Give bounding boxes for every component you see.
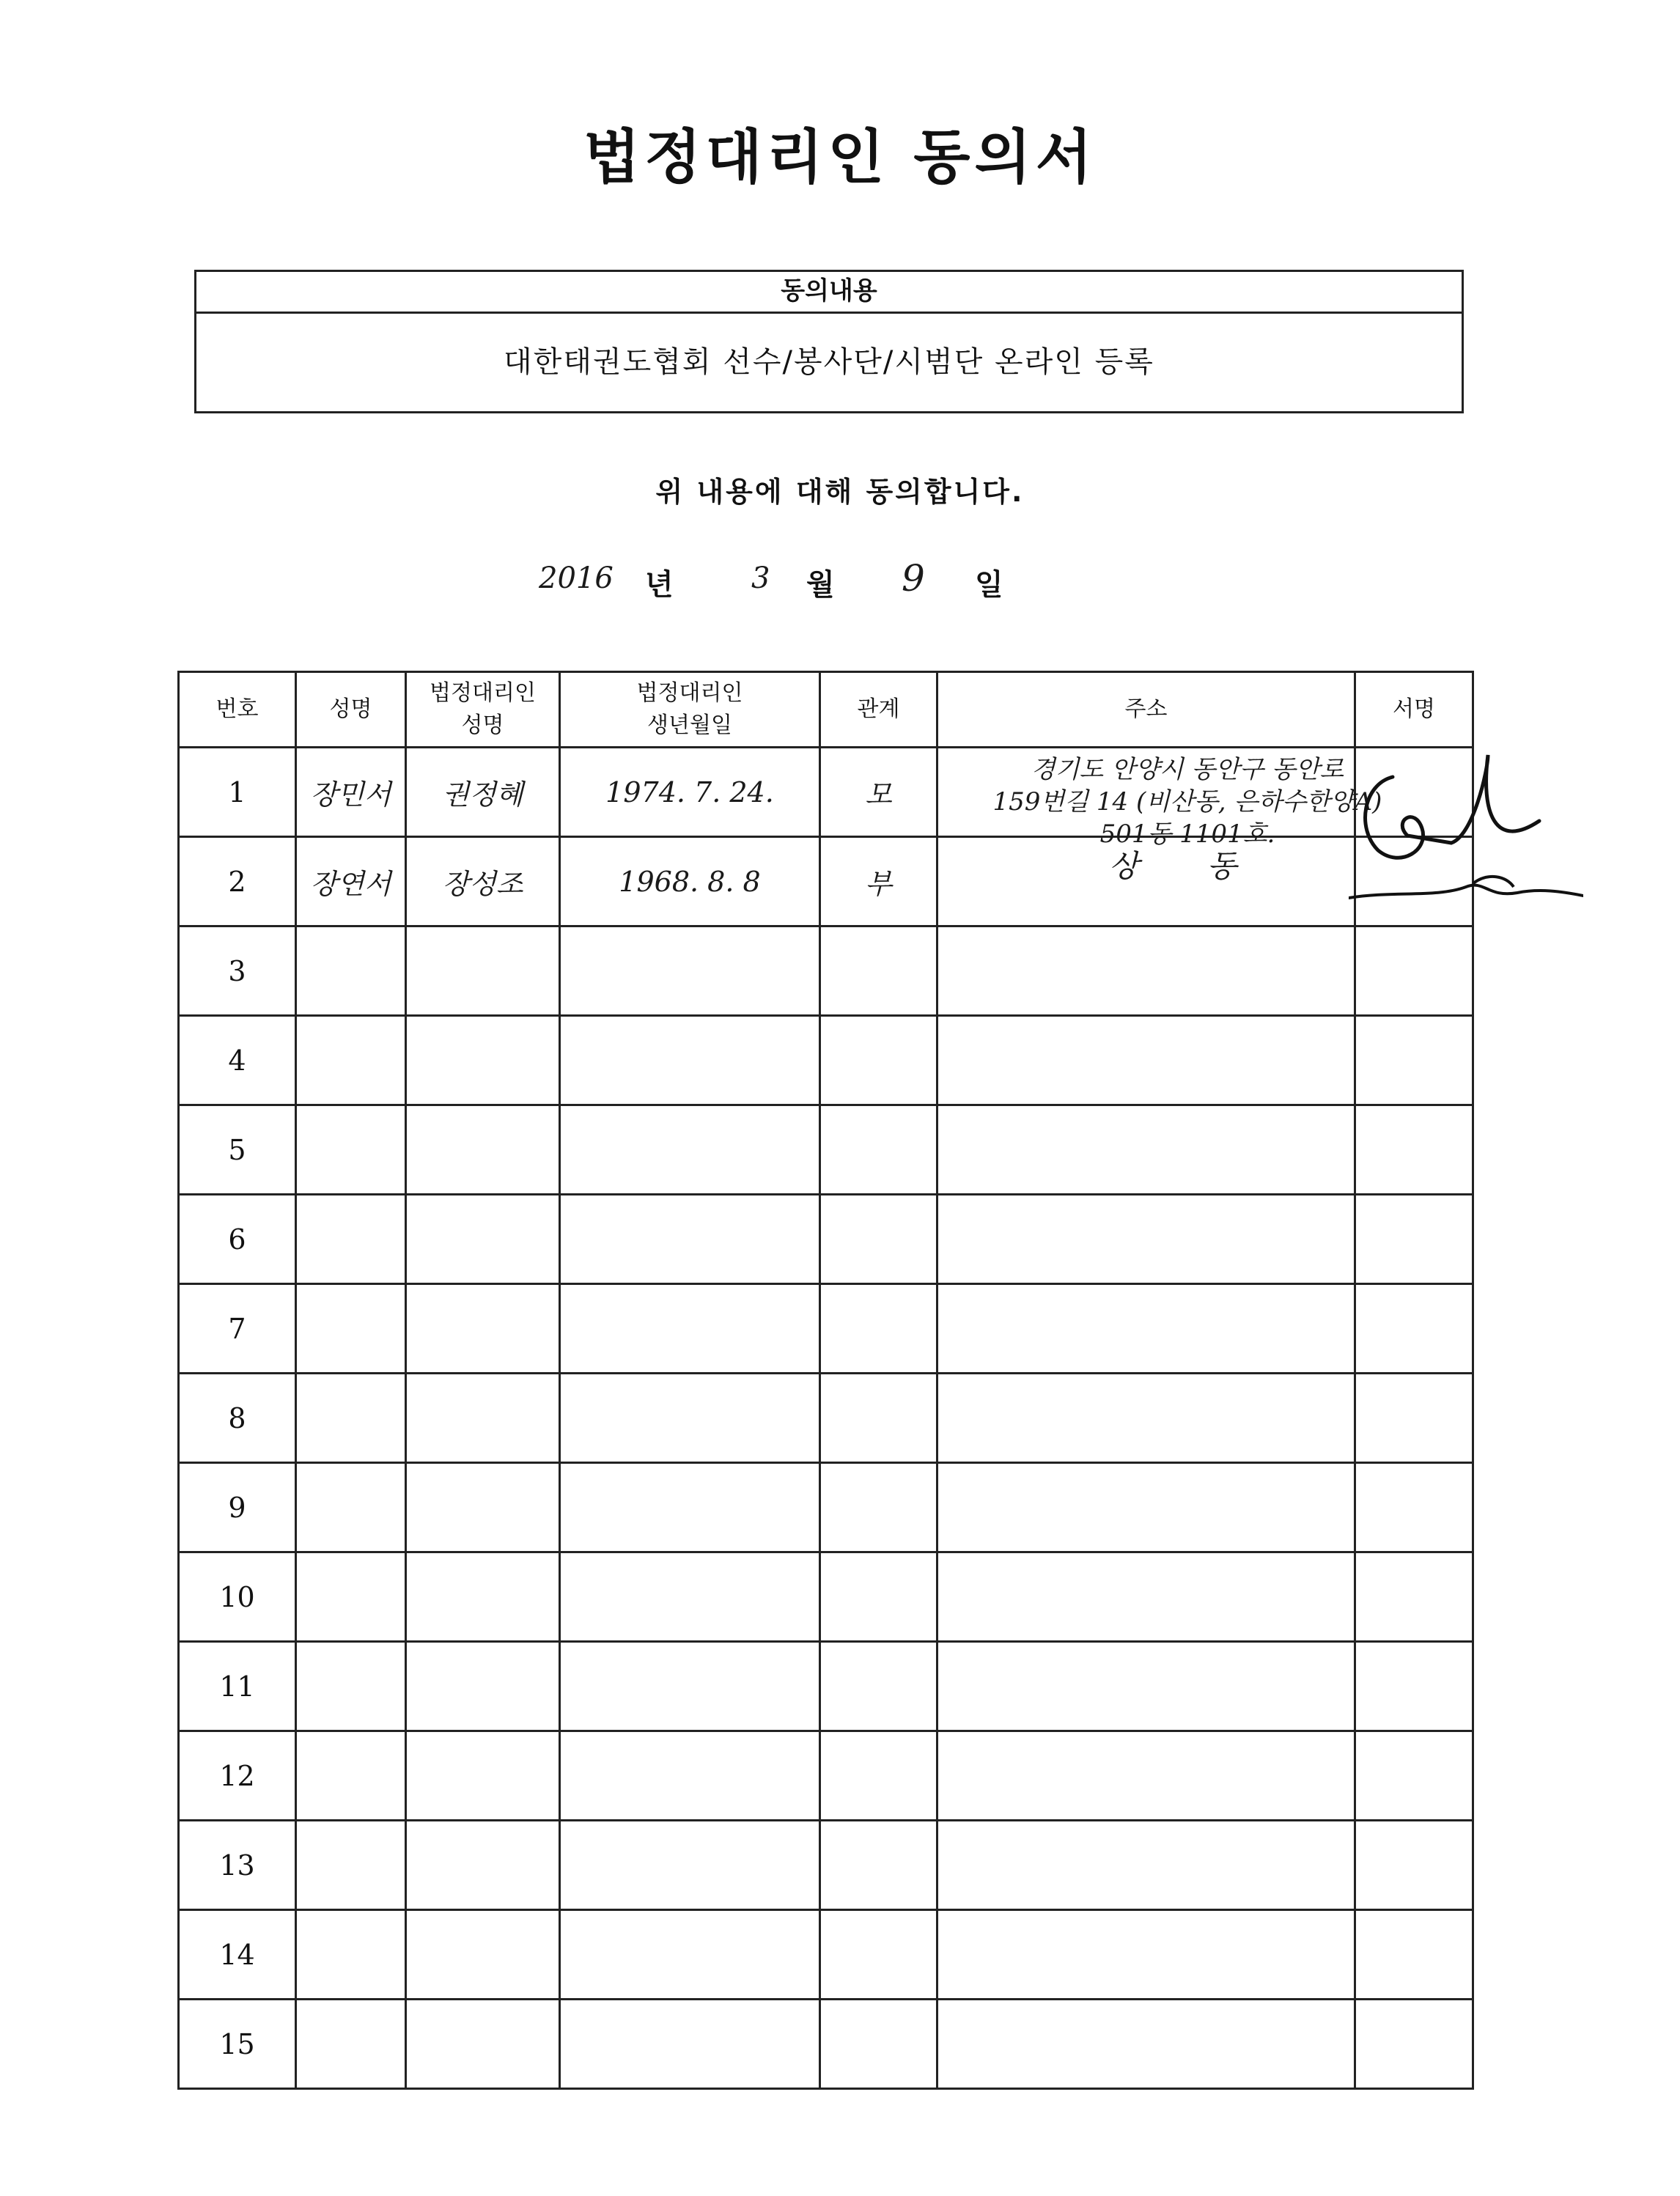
header-guardian-name-line2: 성명 (461, 712, 504, 738)
row-signature (1355, 1463, 1473, 1552)
row-address (937, 1731, 1355, 1821)
agreement-statement: 위 내용에 대해 동의합니다. (655, 476, 1025, 508)
row-signature (1355, 1016, 1473, 1105)
row-relation (820, 2000, 937, 2089)
row-relation (820, 1910, 937, 2000)
handwritten-signature (1349, 726, 1583, 938)
row-relation (820, 1195, 937, 1284)
row-guardian-birth: 1974. 7. 24. (560, 748, 820, 837)
table-row (179, 2000, 1473, 2089)
row-guardian-birth (560, 1910, 820, 2000)
row-relation (820, 926, 937, 1016)
row-relation (820, 1463, 937, 1552)
row-guardian-name (406, 1642, 560, 1731)
header-guardian-name (406, 672, 560, 748)
row-signature (1355, 1821, 1473, 1910)
row-relation (820, 1105, 937, 1195)
row-name (296, 1731, 406, 1821)
row-guardian-name (406, 1463, 560, 1552)
date-month-label: 월 (806, 568, 835, 602)
row-address (937, 1016, 1355, 1105)
document-title: 법정대리인 동의서 (583, 123, 1097, 191)
row-address (937, 1642, 1355, 1731)
row-relation (820, 1374, 937, 1463)
row-number: 13 (179, 1821, 296, 1910)
row-guardian-name (406, 1284, 560, 1374)
row-signature (1355, 1195, 1473, 1284)
table-row (179, 1105, 1473, 1195)
table-row (179, 1195, 1473, 1284)
row-address (937, 1463, 1355, 1552)
header-number: 번호 (179, 672, 296, 748)
row-guardian-name (406, 1731, 560, 1821)
row-relation: 모 (820, 748, 937, 837)
row-name (296, 1284, 406, 1374)
header-address: 주소 (937, 672, 1355, 748)
row-guardian-birth (560, 1374, 820, 1463)
consent-content-box (194, 270, 1464, 413)
row-address (937, 1284, 1355, 1374)
table-row (179, 926, 1473, 1016)
row-number: 14 (179, 1910, 296, 2000)
header-relation: 관계 (820, 672, 937, 748)
header-guardian-birth-line2: 생년월일 (647, 712, 732, 738)
address-line-2: 159번길 14 (비산동, 은하수한양A) (992, 787, 1382, 817)
date-month: 3 (751, 561, 770, 595)
row-guardian-name (406, 1821, 560, 1910)
row-number: 6 (179, 1195, 296, 1284)
row-name (296, 1642, 406, 1731)
table-row (179, 1910, 1473, 2000)
row-address (937, 1374, 1355, 1463)
row-signature (1355, 1374, 1473, 1463)
row-number: 11 (179, 1642, 296, 1731)
table-row (179, 1463, 1473, 1552)
row-guardian-birth (560, 1016, 820, 1105)
table-row (179, 1284, 1473, 1374)
row-relation (820, 1642, 937, 1731)
date-line (539, 557, 1052, 613)
row-guardian-birth (560, 2000, 820, 2089)
consent-content-body: 대한태권도협회 선수/봉사단/시범단 온라인 등록 (504, 345, 1154, 379)
row-guardian-birth (560, 926, 820, 1016)
address-line-3: 501동 1101호. (1099, 819, 1275, 849)
table-row (179, 1821, 1473, 1910)
row-guardian-birth (560, 1821, 820, 1910)
table-row (179, 1731, 1473, 1821)
row-name (296, 2000, 406, 2089)
guardian-consent-table (177, 671, 1474, 2090)
row-address (937, 1105, 1355, 1195)
row-signature (1355, 1642, 1473, 1731)
address-line-4: 상 동 (1108, 848, 1267, 884)
row-guardian-name (406, 1016, 560, 1105)
row-address (937, 1195, 1355, 1284)
header-guardian-birth-line1: 법정대리인 (636, 680, 743, 706)
row-name (296, 926, 406, 1016)
row-number: 12 (179, 1731, 296, 1821)
row-guardian-name (406, 1552, 560, 1642)
row-relation: 부 (820, 837, 937, 926)
row-address (937, 1552, 1355, 1642)
row-number: 5 (179, 1105, 296, 1195)
row-guardian-name (406, 1195, 560, 1284)
row-guardian-birth: 1968. 8. 8 (560, 837, 820, 926)
row-guardian-name: 장성조 (406, 837, 560, 926)
row-name (296, 1552, 406, 1642)
row-guardian-birth (560, 1642, 820, 1731)
row-guardian-birth (560, 1105, 820, 1195)
row-signature (1355, 1284, 1473, 1374)
row-number: 2 (179, 837, 296, 926)
row-address (937, 2000, 1355, 2089)
row-relation (820, 1284, 937, 1374)
row-address (937, 1910, 1355, 2000)
table-row (179, 1016, 1473, 1105)
date-day: 9 (902, 557, 925, 600)
row-guardian-birth (560, 1284, 820, 1374)
row-number: 3 (179, 926, 296, 1016)
row-number: 15 (179, 2000, 296, 2089)
row-name (296, 1374, 406, 1463)
row-name (296, 1463, 406, 1552)
row-guardian-birth (560, 1195, 820, 1284)
row-guardian-name: 권정혜 (406, 748, 560, 837)
header-signature: 서명 (1355, 672, 1473, 748)
table-header-row (179, 672, 1473, 748)
row-guardian-birth (560, 1731, 820, 1821)
row-number: 8 (179, 1374, 296, 1463)
row-name (296, 1016, 406, 1105)
table-row (179, 1374, 1473, 1463)
row-name (296, 1105, 406, 1195)
row-name: 장연서 (296, 837, 406, 926)
row-relation (820, 1552, 937, 1642)
row-name (296, 1910, 406, 2000)
row-number: 9 (179, 1463, 296, 1552)
row-guardian-name (406, 2000, 560, 2089)
row-name: 장민서 (296, 748, 406, 837)
date-day-label: 일 (975, 568, 1003, 602)
date-year: 2016 (539, 561, 614, 595)
row-signature (1355, 1731, 1473, 1821)
row-name (296, 1821, 406, 1910)
row-guardian-name (406, 1374, 560, 1463)
row-number: 4 (179, 1016, 296, 1105)
row-guardian-name (406, 1105, 560, 1195)
header-guardian-name-line1: 법정대리인 (430, 680, 536, 706)
table-row (179, 1552, 1473, 1642)
row-number: 10 (179, 1552, 296, 1642)
row-relation (820, 1731, 937, 1821)
row-relation (820, 1821, 937, 1910)
row-guardian-birth (560, 1552, 820, 1642)
row-address (937, 1821, 1355, 1910)
consent-content-header: 동의내용 (196, 272, 1462, 314)
row-number: 1 (179, 748, 296, 837)
row-signature (1355, 1552, 1473, 1642)
row-signature (1355, 2000, 1473, 2089)
header-guardian-birth (560, 672, 820, 748)
table-row (179, 1642, 1473, 1731)
row-number: 7 (179, 1284, 296, 1374)
row-guardian-name (406, 1910, 560, 2000)
row-guardian-birth (560, 1463, 820, 1552)
row-guardian-name (406, 926, 560, 1016)
row-relation (820, 1016, 937, 1105)
row-signature (1355, 1105, 1473, 1195)
row-name (296, 1195, 406, 1284)
row-signature (1355, 1910, 1473, 2000)
row-signature (1355, 926, 1473, 1016)
header-name: 성명 (296, 672, 406, 748)
date-year-label: 년 (645, 568, 674, 602)
address-line-1: 경기도 안양시 동안구 동안로 (1031, 755, 1344, 784)
row-address (937, 926, 1355, 1016)
